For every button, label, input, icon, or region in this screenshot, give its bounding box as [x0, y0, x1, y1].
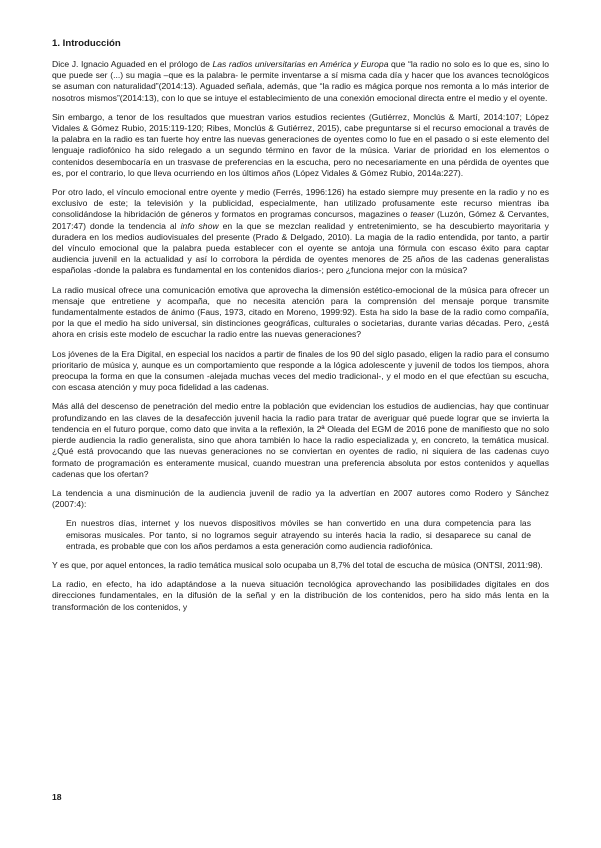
paragraph-1-text-a: Dice J. Ignacio Aguaded en el prólogo de — [52, 59, 213, 69]
paragraph-3-text-e: en la que se mezclan realidad y entretenimiento, se ha descubierto mayoritaria y duradera en los medios audiovisuales del presente (Prado & Delgado, 2010). La magia de la radio entendida, por tanto, a partir del vínculo emocional que la palabra pueda establecer con el oyente se antoja una fórmula con escaso éxito para captar audiencia juvenil en la actualidad y así lo corrobora la pérdida de oyentes menores de 25 años de las cadenas generalistas españolas -donde la palabra es fundamental en los contenidos diarios-; pero ¿funciona mejor con la música? — [52, 220, 549, 276]
term-info-show: info show — [180, 220, 219, 231]
book-title: Las radios universitarias en América y Europa — [212, 59, 389, 69]
paragraph-1 — [52, 59, 549, 104]
block-quote: En nuestros días, internet y los nuevos dispositivos móviles se han convertido en una dura competencia para las emisoras musicales. Por tanto, si no logramos seguir atrayendo su interés hacia la radio, si desaparece su canal de entrada, es probable que con los años perdamos a esta generación como audiencia radiofónica. — [66, 518, 531, 551]
paragraph-1-text-c: que “la radio no solo es lo que es, sino lo que puede ser (...) su magia –que es la palabra- le permite inventarse a sí misma cada día y hacer que los avances tecnológicos se asuman con naturalidad”(2014:13). Aguaded señala, además, que “la radio es mágica porque nos remonta a lo más interior de nosotros mismos”(2014:13), con lo que se intuye el establecimiento de una conexión emocional directa entre el medio y el oyente. — [52, 59, 549, 103]
paragraph-7: La tendencia a una disminución de la audiencia juvenil de radio ya la advertían en 2007 autores como Rodero y Sánchez (2007:4): — [52, 487, 549, 510]
paragraph-3-text-c: (Luzón, Gómez & Cervantes, 2017:47) donde la tendencia al — [52, 209, 550, 231]
paragraph-6: Más allá del descenso de penetración del medio entre la población que evidencian los estudios de audiencias, hay que continuar profundizando en las claves de la desafección juvenil hacia la radio para tratar de averiguar qué puede lograr que se invierta la tendencia en el futuro porque, como dato que invita a la reflexión, la 2ª Oleada del EGM de 2016 pone de manifiesto que no solo pierde audiencia la radio generalista, sino que ahora también lo hace la radio especializada y, en concreto, la temática musical. ¿Qué está provocando que las nuevas generaciones no se conviertan en oyentes de radio, ni siquiera de las cadenas cuyo formato de programación es enteramente musical, cuando muestran una preferencia absoluta por estos contenidos y aquellas cadenas que los ofertan? — [52, 401, 549, 479]
paragraph-5: Los jóvenes de la Era Digital, en especial los nacidos a partir de finales de los 90 del siglo pasado, eligen la radio para el consumo prioritario de música y, aunque es un comportamiento que responde a la lógica adolescente y juvenil de todos los tiempos, ahora preocupa la forma en que la consumen -alejada muchas veces del medio tradicional-, y el modo en el que efectúan su escucha, con escasa atención y muy poca fidelidad a las cadenas. — [52, 348, 549, 393]
paragraph-8: Y es que, por aquel entonces, la radio temática musical solo ocupaba un 8,7% del total de escucha de música (ONTSI, 2011:98). — [52, 559, 543, 570]
paragraph-4: La radio musical ofrece una comunicación emotiva que aprovecha la dimensión estético-emocional de la música para ofrecer un mensaje que entretiene y acompaña, que no necesita atención para la comprensión del mensaje porque transmite fundamentalmente estados de ánimo (Faus, 1973, citado en Moreno, 1999:92). Esta ha sido la base de la radio como compañía, por la que el medio ha sido universal, sin distinciones geográficas, culturales o societarias, durante varias décadas. Pero, ¿está ahora en crisis este modelo de escuchar la radio entre las nuevas generaciones? — [52, 284, 549, 340]
paragraph-3-text-a: Por otro lado, el vínculo emocional entre oyente y medio (Ferrés, 1996:126) ha estado siempre muy presente en la radio y no es exclusivo de este; la televisión y la publicidad, especialmente, han utilizado profusamente este recurso mientras iba consolidándose la hibridación de géneros y formatos en programas concursos, magazines o — [52, 187, 549, 220]
page-number: 18 — [52, 792, 62, 802]
paragraph-9: La radio, en efecto, ha ido adaptándose a la nueva situación tecnológica aprovechando las posibilidades digitales en dos direcciones fundamentales, en la difusión de la señal y en la distribución de los contenidos, pero ha sido más lenta en la transformación de los contenidos, y — [52, 579, 549, 612]
paragraph-2: Sin embargo, a tenor de los resultados que muestran varios estudios recientes (Gutiérrez, Monclús & Martí, 2014:107; López Vidales & Gómez Rubio, 2015:119-120; Ribes, Monclús & Gutiérrez, 2015), cabe preguntarse si el recurso emocional a través de la palabra en la radio es tan fuerte hoy entre las nuevas generaciones de oyentes como lo fue en el pasado o si este elemento del lenguaje radiofónico ha sido relegado a un segundo término en favor de la música. Variar de prioridad en los elementos o contenidos desembocaría en un trasvase de preferencias en la escucha, pero no necesariamente en una pérdida de oyentes que es, por el contrario, lo que lleva ocurriendo en los últimos años (López Vidales & Gómez Rubio, 2014a:227). — [52, 111, 549, 178]
section-heading: 1. Introducción — [52, 38, 121, 49]
term-teaser: teaser — [410, 209, 435, 220]
paragraph-3 — [52, 187, 549, 277]
